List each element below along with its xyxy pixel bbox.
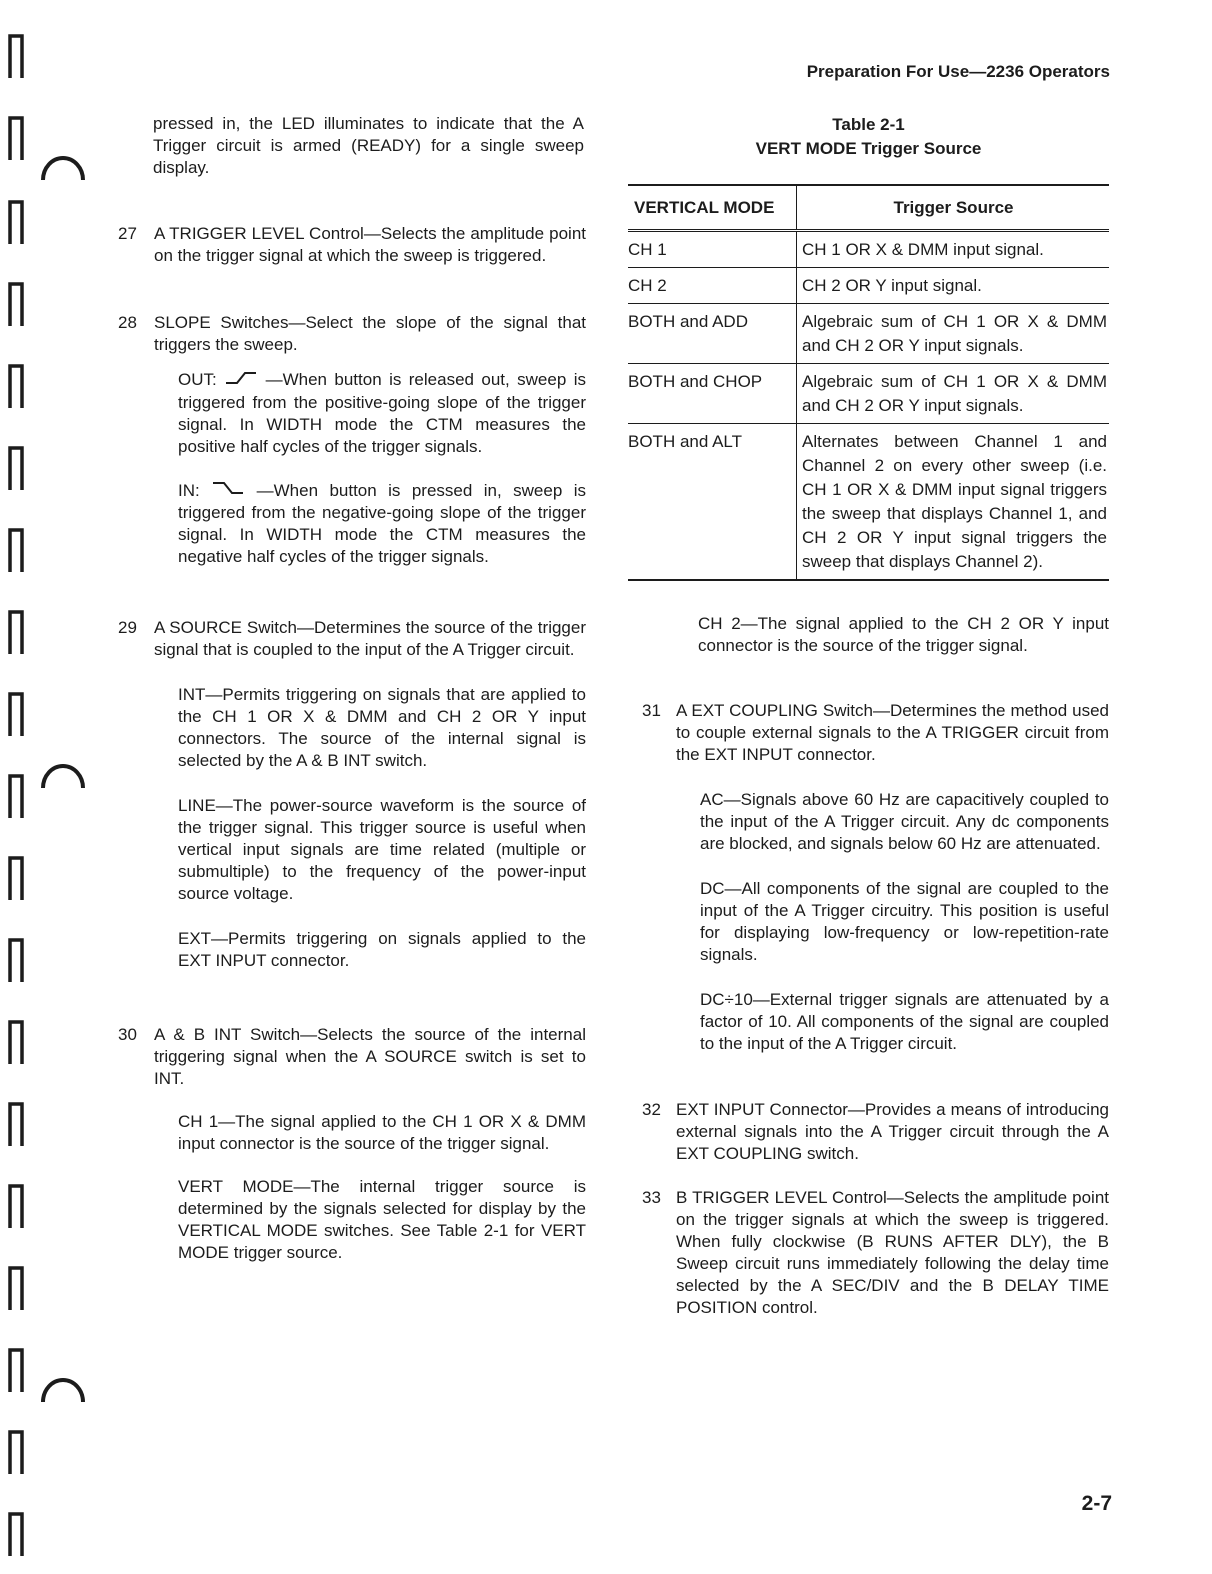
- table-row: [628, 231, 1109, 268]
- table-cell: Algebraic sum of CH 1 OR X & DMM and CH 2 OR Y input signals.: [797, 364, 1110, 424]
- source-line-description: LINE—The power-source waveform is the source of the trigger signal. This trigger source is useful when vertical input signals are time related (multiple or submultiple) to the frequency of the power-input source voltage.: [178, 796, 586, 904]
- table-row: [628, 424, 1109, 581]
- slope-in-text: —When button is pressed in, sweep is triggered from the negative-going slope of the trigger signal. In WIDTH mode the CTM measures the negative half cycles of the trigger signals.: [178, 480, 586, 567]
- item-text: A TRIGGER LEVEL Control—Selects the amplitude point on the trigger signal at which the sweep is triggered.: [154, 224, 586, 265]
- table-row: [628, 364, 1109, 424]
- item-number: 29: [118, 618, 137, 638]
- item-28: [118, 312, 586, 356]
- item-text: A & B INT Switch—Selects the source of the internal triggering signal when the A SOURCE switch is set to INT.: [154, 1025, 586, 1089]
- item-text: EXT INPUT Connector—Provides a means of introducing external signals into the A Trigger circuit through the A EXT COUPLING switch.: [676, 1100, 1109, 1163]
- item-number: 33: [642, 1188, 661, 1207]
- item-text: A EXT COUPLING Switch—Determines the method used to couple external signals to the A TRIGGER circuit from the EXT INPUT connector.: [676, 701, 1109, 764]
- coupling-ac-description: AC—Signals above 60 Hz are capacitively coupled to the input of the A Trigger circuit. Any dc components are blocked, and signals below 60 Hz are attenuated.: [700, 790, 1109, 853]
- table-cell: CH 1 OR X & DMM input signal.: [797, 231, 1110, 268]
- slope-out-label: OUT:: [178, 370, 217, 389]
- item-text: SLOPE Switches—Select the slope of the signal that triggers the sweep.: [154, 313, 586, 354]
- vert-mode-trigger-table: [628, 184, 1109, 581]
- table-number: Table 2-1: [832, 115, 905, 134]
- binder-holes: [0, 0, 100, 1574]
- source-ext-description: EXT—Permits triggering on signals applied to the EXT INPUT connector.: [178, 929, 586, 971]
- table-cell: BOTH and CHOP: [628, 364, 797, 424]
- table-cell: CH 1: [628, 231, 797, 268]
- int-ch2-description: CH 2—The signal applied to the CH 2 OR Y input connector is the source of the trigger signal.: [698, 614, 1109, 655]
- table-cell: Algebraic sum of CH 1 OR X & DMM and CH 2 OR Y input signals.: [797, 304, 1110, 364]
- item-27: [118, 223, 586, 267]
- slope-in-description: [118, 480, 586, 569]
- source-int-description: INT—Permits triggering on signals that are applied to the CH 1 OR X & DMM and CH 2 OR Y input connectors. The source of the internal signal is selected by the A & B INT switch.: [178, 685, 586, 771]
- page-number: 2-7: [1081, 1492, 1112, 1515]
- falling-slope-icon: [211, 480, 245, 502]
- table-header-row: [628, 185, 1109, 231]
- rising-slope-icon: [224, 370, 258, 392]
- continuation-paragraph: pressed in, the LED illuminates to indicate that the A Trigger circuit is armed (READY) for a single sweep display.: [153, 114, 584, 177]
- item-number: 27: [118, 224, 137, 243]
- int-ch1-description: CH 1—The signal applied to the CH 1 OR X & DMM input connector is the source of the trigger signal.: [178, 1112, 586, 1154]
- table-header-cell: Trigger Source: [797, 185, 1110, 231]
- table-cell: BOTH and ADD: [628, 304, 797, 364]
- slope-out-text: —When button is released out, sweep is triggered from the positive-going slope of the trigger signal. In WIDTH mode the CTM measures the positive half cycles of the trigger signals.: [178, 370, 586, 456]
- running-header: Preparation For Use—2236 Operators: [806, 62, 1110, 81]
- coupling-dc10-description: DC÷10—External trigger signals are attenuated by a factor of 10. All components of the signal are coupled to the input of the A Trigger circuit.: [700, 990, 1109, 1053]
- int-vert-mode-description: VERT MODE—The internal trigger source is determined by the signals selected for display by the VERTICAL MODE switches. See Table 2-1 for VERT MODE trigger source.: [178, 1177, 586, 1263]
- item-32: [628, 1099, 1109, 1165]
- right-column: [628, 113, 1109, 1319]
- table-header-cell: VERTICAL MODE: [628, 185, 797, 231]
- coupling-dc-description: DC—All components of the signal are coupled to the input of the A Trigger circuitry. This position is useful for displaying low-frequency or low-repetition-rate signals.: [700, 879, 1109, 964]
- table-cell: BOTH and ALT: [628, 424, 797, 581]
- table-row: [628, 304, 1109, 364]
- item-30: [118, 1024, 586, 1090]
- item-number: 30: [118, 1025, 137, 1045]
- table-row: [628, 268, 1109, 304]
- left-column: [118, 113, 586, 1264]
- table-title: VERT MODE Trigger Source: [755, 139, 982, 158]
- item-number: 32: [642, 1100, 661, 1119]
- item-31: [628, 700, 1109, 766]
- item-text: B TRIGGER LEVEL Control—Selects the amplitude point on the trigger signals at which the sweep is triggered. When fully clockwise (B RUNS AFTER DLY), the B Sweep circuit runs immediately following the delay time selected by the A SEC/DIV and the B DELAY TIME POSITION control.: [676, 1188, 1109, 1317]
- item-33: [628, 1187, 1109, 1319]
- item-number: 31: [642, 701, 661, 720]
- table-cell: CH 2 OR Y input signal.: [797, 268, 1110, 304]
- table-cell: CH 2: [628, 268, 797, 304]
- binder-holes-graphic: [0, 0, 100, 1574]
- item-29: [118, 617, 586, 661]
- table-cell: Alternates between Channel 1 and Channel 2 on every other sweep (i.e. CH 1 OR X & DMM input signal triggers the sweep that displays Channel 1, and CH 2 OR Y input signal triggers the sweep that displays Channel 2).: [797, 424, 1110, 581]
- slope-out-description: [118, 369, 586, 458]
- slope-in-label: IN:: [178, 480, 200, 500]
- item-text: A SOURCE Switch—Determines the source of the trigger signal that is coupled to the input of the A Trigger circuit.: [154, 618, 586, 660]
- item-number: 28: [118, 313, 137, 332]
